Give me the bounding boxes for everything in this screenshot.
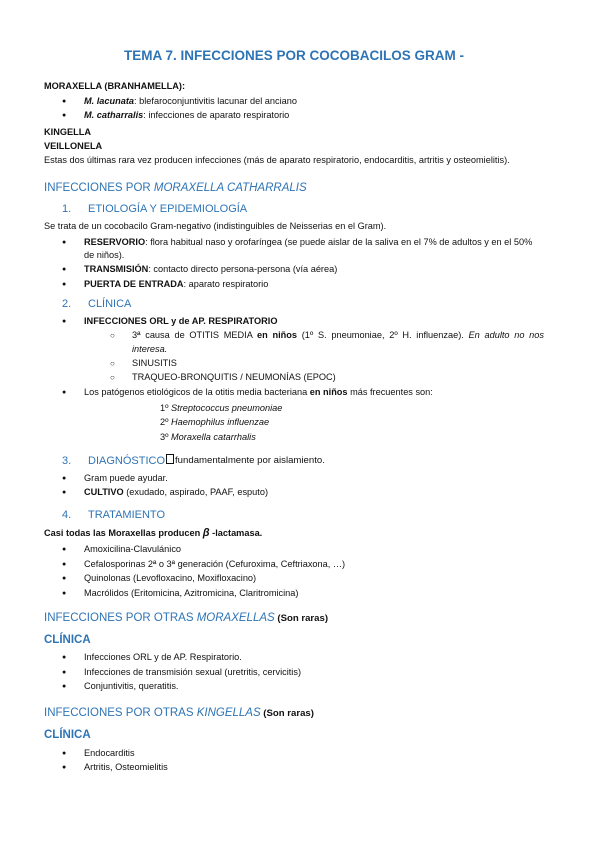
list-item: ● Gram puede ayudar. (62, 472, 544, 485)
list-item: ● Quinolonas (Levofloxacino, Moxifloxacino) (62, 572, 544, 585)
subsection-heading-clinica: 2. CLÍNICA (62, 297, 132, 310)
subsection-heading-tratamiento: 4. TRATAMIENTO (62, 508, 165, 521)
list-item: ● Infecciones ORL y de AP. Respiratorio. (62, 651, 544, 664)
clinica-sublist (84, 329, 544, 384)
intro-paragraph: Estas dos últimas rara vez producen infecciones (más de aparato respiratorio, endocarditis, artritis y osteomielitis). (44, 155, 510, 166)
list-item: ● M. lacunata: blefaroconjuntivitis lacunar del anciano (62, 95, 544, 108)
list-item: ● Macrólidos (Eritomicina, Azitromicina, Claritromicina) (62, 587, 544, 600)
section-heading-otras-kingellas: INFECCIONES POR OTRAS KINGELLAS (Son raras) (44, 707, 314, 720)
kingella-heading: KINGELLA (44, 126, 91, 137)
list-item: ● Artritis, Osteomielitis (62, 761, 544, 774)
list-item: ● TRANSMISIÓN: contacto directo persona-persona (vía aérea) (62, 263, 544, 276)
list-item: ● Cefalosporinas 2ª o 3ª generación (Cefuroxima, Ceftriaxona, …) (62, 558, 544, 571)
subsection-heading-clinica-om: CLÍNICA (44, 633, 91, 646)
section-heading-moraxella-catharralis: INFECCIONES POR MORAXELLA CATHARRALIS (44, 181, 307, 194)
pathogen-2: 2º Haemophilus influenzae (160, 417, 270, 428)
subsection-heading-clinica-ok: CLÍNICA (44, 728, 91, 741)
list-item: ● M. catharralis: infecciones de aparato respiratorio (62, 109, 544, 122)
list-item: ○ TRAQUEO-BRONQUITIS / NEUMONÍAS (EPOC) (110, 371, 544, 384)
moraxella-heading: MORAXELLA (BRANHAMELLA): (44, 80, 186, 91)
list-item: ● Endocarditis (62, 747, 544, 760)
list-item: ○ 3ª causa de OTITIS MEDIA en niños (1º S. pneumoniae, 2º H. influenzae). En adulto no nos interesa. (110, 329, 544, 356)
list-item: ● PUERTA DE ENTRADA: aparato respiratorio (62, 278, 544, 291)
subsection-heading-diagnostico: 3. DIAGNÓSTICO fundamentalmente por aislamiento. (62, 454, 325, 467)
veillonela-heading: VEILLONELA (44, 140, 103, 151)
subsection-heading-etiologia: 1. ETIOLOGÍA Y EPIDEMIOLOGÍA (62, 203, 248, 216)
list-item: ● RESERVORIO: flora habitual naso y orofaríngea (se puede aislar de la saliva en el 7% de adultos y en el 50% de niños). (62, 236, 544, 263)
diagnostico-list (44, 472, 544, 500)
etiologia-list (44, 236, 544, 291)
clinica-list (44, 315, 544, 399)
section-heading-otras-moraxellas: INFECCIONES POR OTRAS MORAXELLAS (Son raras) (44, 611, 329, 624)
tratamiento-note: Casi todas las Moraxellas producen β -lactamasa. (44, 526, 263, 539)
list-item: ● Los patógenos etiológicos de la otitis media bacteriana en niños más frecuentes son: (62, 386, 544, 399)
etiologia-intro: Se trata de un cocobacilo Gram-negativo (indistinguibles de Neisserias en el Gram). (44, 221, 387, 232)
list-item: ○ SINUSITIS (110, 357, 544, 370)
list-item: ● CULTIVO (exudado, aspirado, PAAF, esputo) (62, 486, 544, 499)
list-item: ● Infecciones de transmisión sexual (uretritis, cervicitis) (62, 666, 544, 679)
page-title: TEMA 7. INFECCIONES POR COCOBACILOS GRAM - (123, 48, 464, 63)
list-item: ● Conjuntivitis, queratitis. (62, 680, 544, 693)
list-item: ● INFECCIONES ORL y de AP. RESPIRATORIO ○ 3ª causa de OTITIS MEDIA en niños (1º S. pneumoniae, 2º H. influenzae). En adulto no nos interesa. ○ SINUSITIS ○ TRAQUEO-BRONQUITIS / NEUMONÍAS (EPOC) (62, 315, 544, 385)
pathogen-3: 3º Moraxella catarrhalis (160, 431, 256, 442)
otras-kingellas-list (44, 747, 544, 775)
pathogen-1: 1º Streptococcus pneumoniae (160, 402, 283, 413)
list-item: ● Amoxicilina-Clavulánico (62, 543, 544, 556)
otras-moraxellas-list (44, 651, 544, 693)
moraxella-list (44, 95, 544, 123)
arrow-placeholder-icon (166, 454, 174, 464)
tratamiento-list (44, 543, 544, 599)
